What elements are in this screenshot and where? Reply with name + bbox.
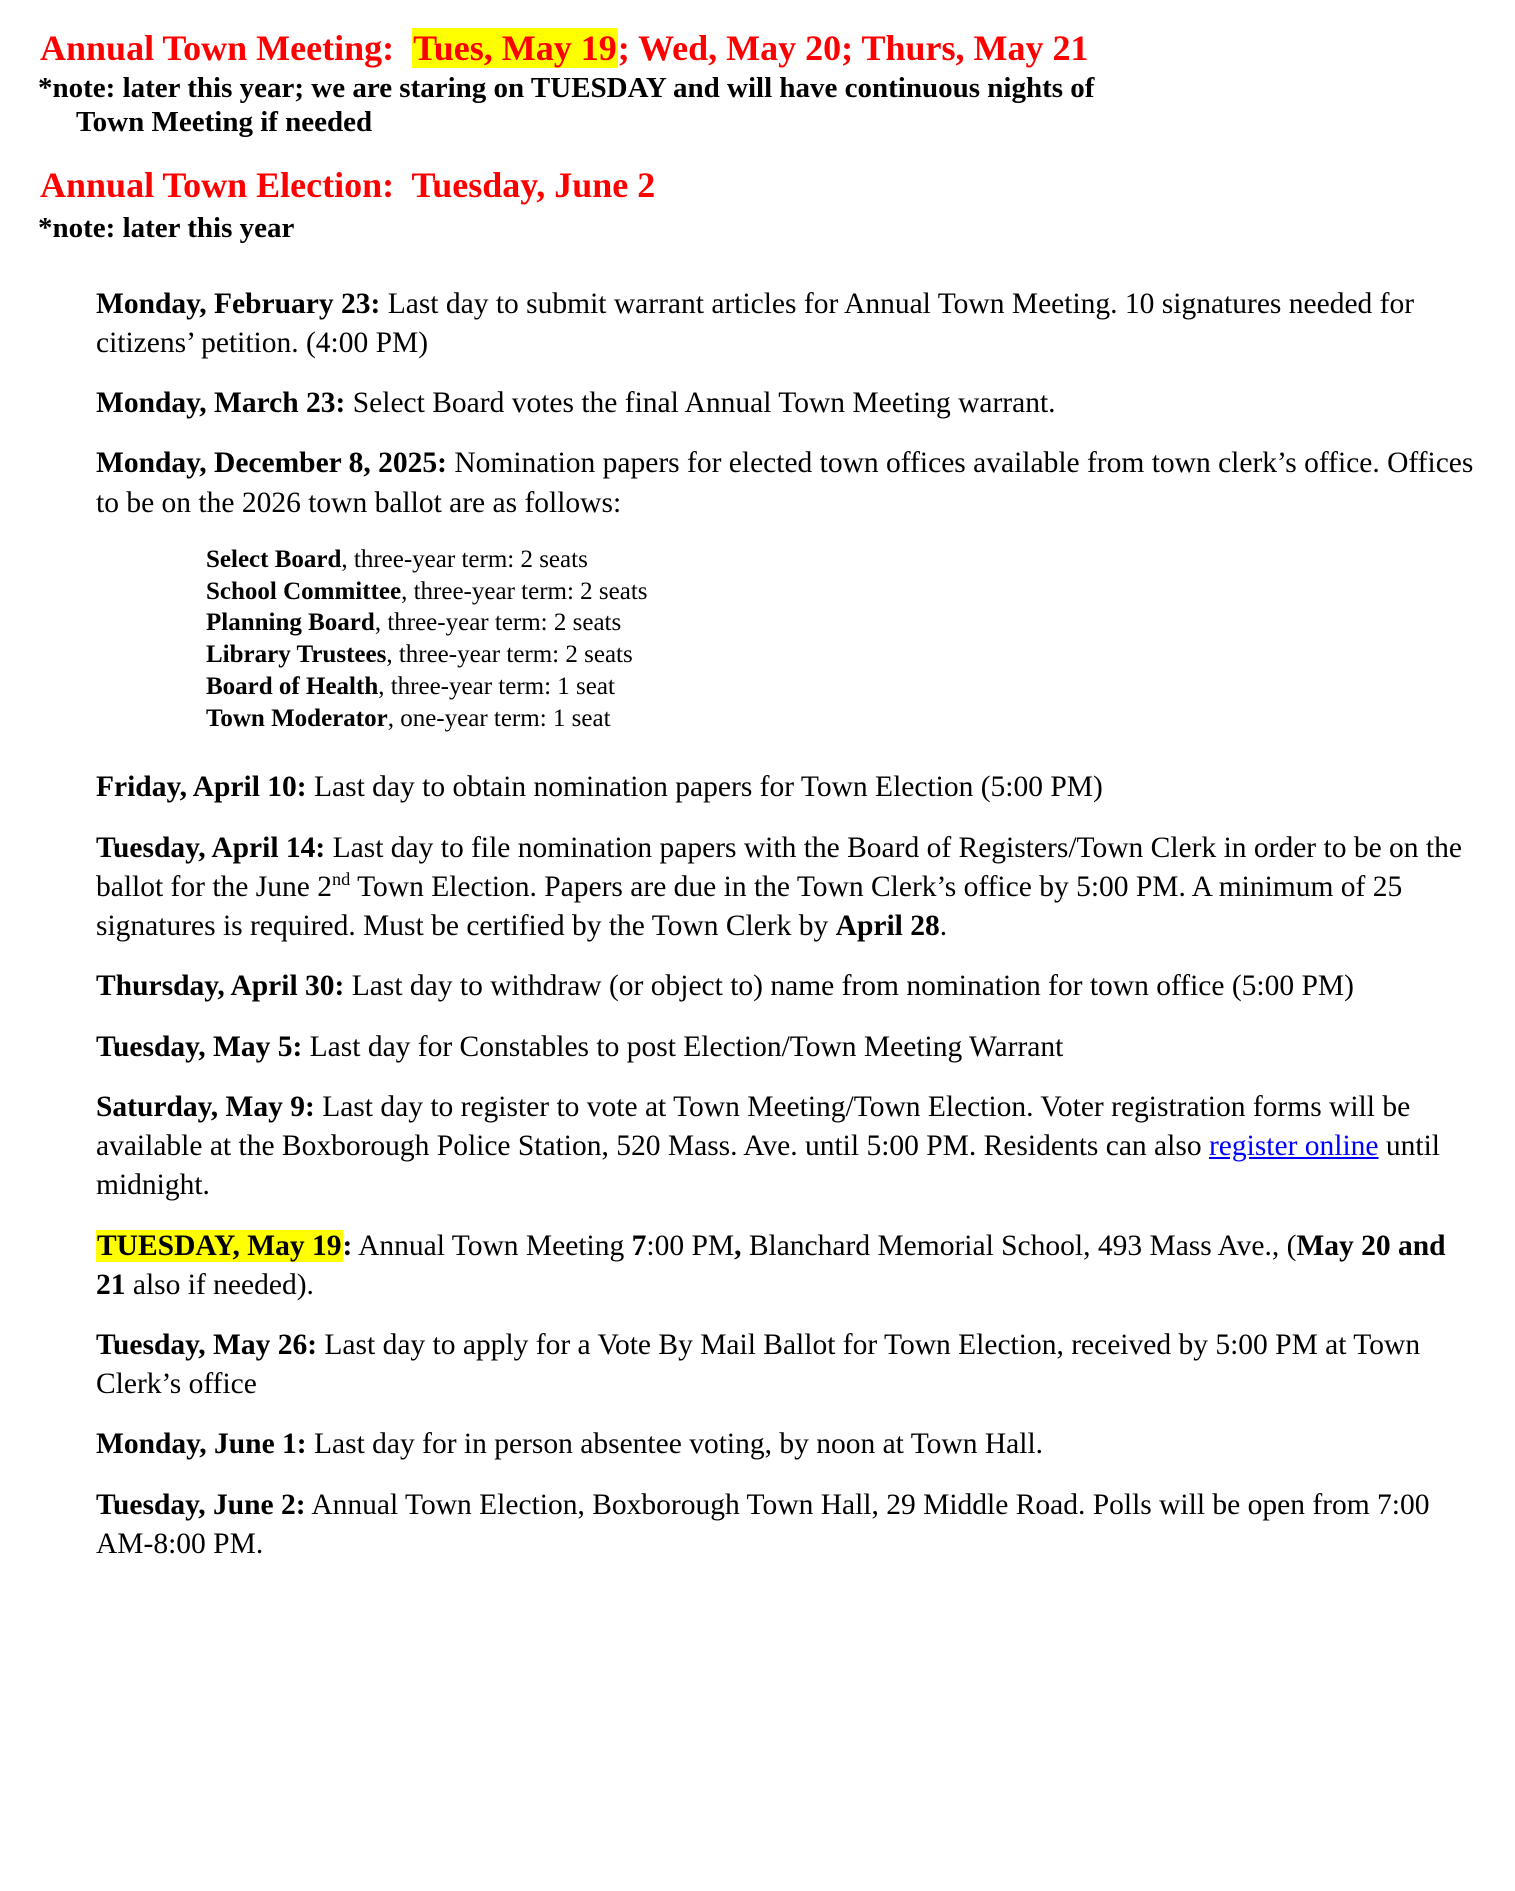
annual-town-meeting-highlighted-date: Tues, May 19 — [413, 28, 617, 68]
annual-town-meeting-note-line1: *note: later this year; we are staring on TUESDAY and will have continuous nights of — [38, 72, 1095, 105]
entry-date-may-19-colon: : — [342, 1229, 353, 1262]
entry-text-december-8-2025: Nomination papers for elected town offices available from town clerk’s office. Offices to be on the 2026 town ballot are as follows: — [96, 447, 1474, 519]
annual-town-meeting-note — [38, 71, 1477, 139]
entry-text-june-1: Last day for in person absentee voting, by noon at Town Hall. — [306, 1428, 1044, 1461]
office-name: Planning Board — [206, 609, 375, 637]
entry-meeting-hour: 7 — [631, 1229, 647, 1262]
entry-date-april-14: Tuesday, April 14: — [96, 831, 326, 864]
annual-town-election-label: Annual Town Election: — [40, 165, 395, 206]
entry-text-may-5: Last day for Constables to post Election/Town Meeting Warrant — [302, 1030, 1064, 1063]
entry-text-april-30: Last day to withdraw (or object to) name from nomination for town office (5:00 PM) — [344, 970, 1354, 1003]
office-item — [206, 544, 1477, 576]
entry-text-june-2: Annual Town Election, Boxborough Town Hall, 29 Middle Road. Polls will be open from 7:00 AM-8:00 PM. — [96, 1488, 1430, 1560]
entry-april-14 — [66, 829, 1477, 947]
office-item — [206, 576, 1477, 608]
entry-certify-deadline: April 28 — [835, 910, 940, 943]
entry-date-december-8-2025: Monday, December 8, 2025: — [96, 447, 447, 480]
entry-text-march-23: Select Board votes the final Annual Town Meeting warrant. — [345, 387, 1056, 420]
ordinal-superscript: nd — [331, 869, 351, 890]
entry-may-5 — [66, 1028, 1477, 1067]
entry-date-june-1: Monday, June 1: — [96, 1428, 307, 1461]
ballot-offices-list — [66, 544, 1477, 735]
annual-town-election-heading — [38, 165, 1477, 206]
entry-date-may-9: Saturday, May 9: — [96, 1090, 315, 1123]
office-term: , three-year term: 1 seat — [378, 672, 615, 700]
office-name: Library Trustees — [206, 641, 387, 669]
office-item — [206, 671, 1477, 703]
entry-march-23 — [66, 384, 1477, 423]
entry-text-february-23: Last day to submit warrant articles for Annual Town Meeting. 10 signatures needed for citizens’ petition. (4:00 PM) — [96, 287, 1415, 359]
office-term: , three-year term: 2 seats — [401, 577, 648, 605]
entry-text-may-9-part2: until midnight. — [96, 1130, 1440, 1202]
entry-text-may-19-part3: Blanchard Memorial School, 493 Mass Ave., ( — [741, 1229, 1297, 1262]
entry-text-may-19-part1: Annual Town Meeting — [352, 1229, 632, 1262]
office-name: School Committee — [206, 577, 402, 605]
entry-date-june-2: Tuesday, June 2: — [96, 1488, 306, 1521]
office-term: , three-year term: 2 seats — [341, 545, 588, 573]
entry-date-april-10: Friday, April 10: — [96, 771, 307, 804]
entry-date-february-23: Monday, February 23: — [96, 287, 381, 320]
entry-date-may-19-highlighted: TUESDAY, May 19 — [97, 1229, 342, 1262]
entry-june-1 — [66, 1425, 1477, 1464]
entry-june-2 — [66, 1486, 1477, 1564]
entry-continuation-dates: May 20 and 21 — [96, 1229, 1446, 1301]
entry-date-may-26: Tuesday, May 26: — [96, 1328, 318, 1361]
entry-text-may-19-part4: also if needed). — [125, 1268, 314, 1301]
office-name: Board of Health — [206, 672, 379, 700]
timeline-entries-list — [38, 285, 1477, 1564]
entry-february-23 — [66, 285, 1477, 363]
entry-may-19 — [66, 1227, 1477, 1305]
annual-town-meeting-label: Annual Town Meeting: — [40, 28, 395, 68]
office-item — [206, 703, 1477, 735]
entry-text-may-19-comma: , — [734, 1229, 742, 1262]
entry-text-april-14-part3: . — [939, 910, 948, 943]
register-online-link[interactable]: register online — [1208, 1130, 1379, 1163]
annual-town-election-date: Tuesday, June 2 — [411, 165, 656, 206]
entry-may-26 — [66, 1326, 1477, 1404]
annual-town-meeting-rest-dates: ; Wed, May 20; Thurs, May 21 — [617, 28, 1089, 68]
entry-text-april-14-part1: Last day to file nomination papers with the Board of Registers/Town Clerk in order to be on the ballot for the June 2 — [96, 831, 1462, 903]
entry-december-8-2025 — [66, 444, 1477, 522]
annual-town-meeting-note-line2: Town Meeting if needed — [76, 106, 373, 139]
entry-text-april-14-part2: Town Election. Papers are due in the Town Clerk’s office by 5:00 PM. A minimum of 25 signatures is required. Must be certified by the Town Clerk by — [96, 870, 1403, 943]
entry-date-march-23: Monday, March 23: — [96, 387, 346, 420]
entry-date-april-30: Thursday, April 30: — [96, 970, 345, 1003]
annual-town-meeting-heading — [38, 28, 1477, 69]
entry-text-april-10: Last day to obtain nomination papers for Town Election (5:00 PM) — [306, 771, 1103, 804]
entry-text-may-26: Last day to apply for a Vote By Mail Ballot for Town Election, received by 5:00 PM at Town Clerk’s office — [96, 1328, 1421, 1401]
entry-april-30 — [66, 967, 1477, 1006]
entry-text-may-19-part2: :00 PM — [646, 1229, 735, 1262]
office-item — [206, 639, 1477, 671]
annual-town-election-note: *note: later this year — [38, 211, 295, 244]
office-term: , one-year term: 1 seat — [387, 704, 611, 732]
offices-list-spacer — [66, 734, 1477, 768]
office-term: , three-year term: 2 seats — [374, 609, 622, 637]
entry-may-9 — [66, 1088, 1477, 1206]
office-name: Select Board — [206, 545, 342, 573]
entry-text-may-9-part1: Last day to register to vote at Town Meeting/Town Election. Voter registration forms will be available at the Boxborough Police Station, 520 Mass. Ave. until 5:00 PM. Residents can also — [96, 1090, 1411, 1163]
office-name: Town Moderator — [206, 704, 388, 732]
entry-april-10 — [66, 768, 1477, 807]
office-item — [206, 607, 1477, 639]
entry-date-may-5: Tuesday, May 5: — [96, 1030, 303, 1063]
office-term: , three-year term: 2 seats — [386, 641, 633, 669]
